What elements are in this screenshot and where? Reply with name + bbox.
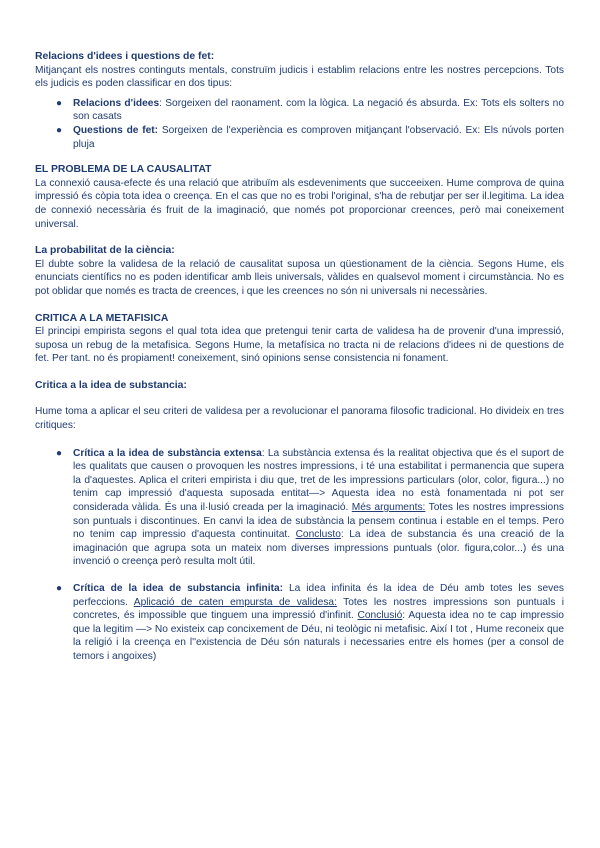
paragraph: La connexió causa-efecte és una relació que atribuïm als esdeveniments que succeeixen. Hume comprova de quina impressió és còpia tota idea o creença. En el cas que no es trobi l'original, s'ha de rebutjar per ser il.legitima. La idea de connexió necessària és fruit de la imaginació, que només pot proporcionar creences, però mai coneixement universal.	[35, 177, 564, 230]
list-item	[35, 124, 564, 151]
section-title: Critica a la idea de substancia:	[35, 379, 187, 391]
section-title: La probabilitat de la ciència:	[35, 245, 175, 257]
underlined-label: Aplicació de caten empursta de validesa:	[133, 596, 337, 608]
section-metafisica	[35, 312, 564, 366]
section-probabilitat	[35, 244, 564, 298]
underlined-label: Conclusió	[357, 610, 403, 622]
bullet-icon: ●	[56, 124, 63, 136]
underlined-label: Més arguments:	[351, 502, 426, 514]
list-item-term: Crítica a la idea de substància extensa	[73, 447, 262, 459]
list-item-text: : La substància extensa és la realitat objectiva que és el suport de les qualitats que causen o provoquen les nostres impressions, i té una estabilitat i permanencia que supera la d'aquestes. Aplica el criteri empirista i diu que, tret de les impressions particulars (olor, color, figura...) no tenim cap impressió d'aquesta suposada entitat—> Aquesta idea no està fonamentada ni pot ser considerada vàlida. És una il·lusió creada per la imaginació.	[73, 447, 564, 514]
paragraph: Hume toma a aplicar el seu criteri de validesa per a revolucionar el panorama filosofic tradicional. Ho divideix en tres critiques:	[35, 406, 564, 432]
bullet-list	[35, 447, 564, 664]
section-title: EL PROBLEMA DE LA CAUSALITAT	[35, 164, 212, 176]
list-item	[35, 97, 564, 124]
bullet-icon: ●	[56, 447, 63, 459]
list-item	[35, 582, 564, 664]
paragraph: El dubte sobre la validesa de la relació de causalitat suposa un qüestionament de la ciència. Segons Hume, els enunciats científics no es poden identificar amb lleis universals, vàlides en qualsevol moment i circumstància. No es pot oblidar que només es tracta de creences, i que les creences no són ni universals ni necessàries.	[35, 258, 564, 297]
list-item-text: Totes les nostres impressions son puntuals i concretes, és impossible que tinguem una impressió d'infinit.	[73, 596, 564, 622]
list-item-term: Questions de fet:	[73, 124, 159, 136]
list-item-text: : Aquesta idea no te cap impressio que la legitim —> No existeix cap concixement de Déu, ni teològic ni metafisic. Així I tot , Hume reconeix que la religió i la creença en l''existencia de Déu són naturals i necessaries entre els homes (per a consol de temors i angoixes)	[73, 610, 564, 662]
paragraph: Mitjançant els nostres continguts mentals, construïm judicis i establim relacions entre les nostres percepcions. Tots els judicis es poden classificar en dos tipus:	[35, 64, 564, 90]
list-item-text: La idea infinita és la idea de Déu amb totes les seves perfeccions.	[73, 583, 564, 608]
bullet-icon: ●	[56, 583, 63, 594]
document-page	[35, 50, 564, 677]
list-item-term: Relacions d'idees	[73, 97, 160, 109]
list-item-text: Totes les nostres impressions son puntuals i discontinues. En canvi la idea de substància la pensem continua i estable en el temps. Pero no tenim cap impressio d'aquesta continuitat.	[73, 502, 564, 541]
paragraph: El principi empirista segons el qual tota idea que pretengui tenir carta de validesa ha de provenir d'una impressió, suposa un rebug de la metafisica. Segons Hume, la metafísica no tracta ni de relacions d'idees ni de questions de fet. Per tant. no és propiament! coneixement, sinó opinions sense consistencia ni fonament.	[35, 326, 564, 365]
list-item-text: Sorgeixen de l'experiència es comproven mitjançant l'observació. Ex: Els núvols porten pluja	[73, 124, 564, 150]
underlined-label: Conclusto	[295, 529, 341, 541]
list-item-text: : Sorgeixen del raonament. com la lògica. La negació és absurda. Ex: Tots els solters no son casats	[73, 97, 564, 123]
list-item-term: Crítica de la idea de substancia infinita:	[73, 583, 284, 594]
bullet-icon: ●	[56, 97, 63, 109]
section-relacions	[35, 50, 564, 151]
list-item	[35, 447, 564, 569]
section-title: CRITICA A LA METAFISICA	[35, 312, 169, 324]
list-item-text: : La idea de substancia és una creació de la imaginación que agrupa sota un mateix nom diverses impressions puntuals (olor. figura,color...) és una invenció o creença però resulta molt útil.	[73, 529, 564, 568]
section-title: Relacions d'idees i questions de fet:	[35, 51, 215, 62]
section-causalitat	[35, 163, 564, 231]
bullet-list	[35, 97, 564, 151]
section-substancia	[35, 379, 564, 664]
